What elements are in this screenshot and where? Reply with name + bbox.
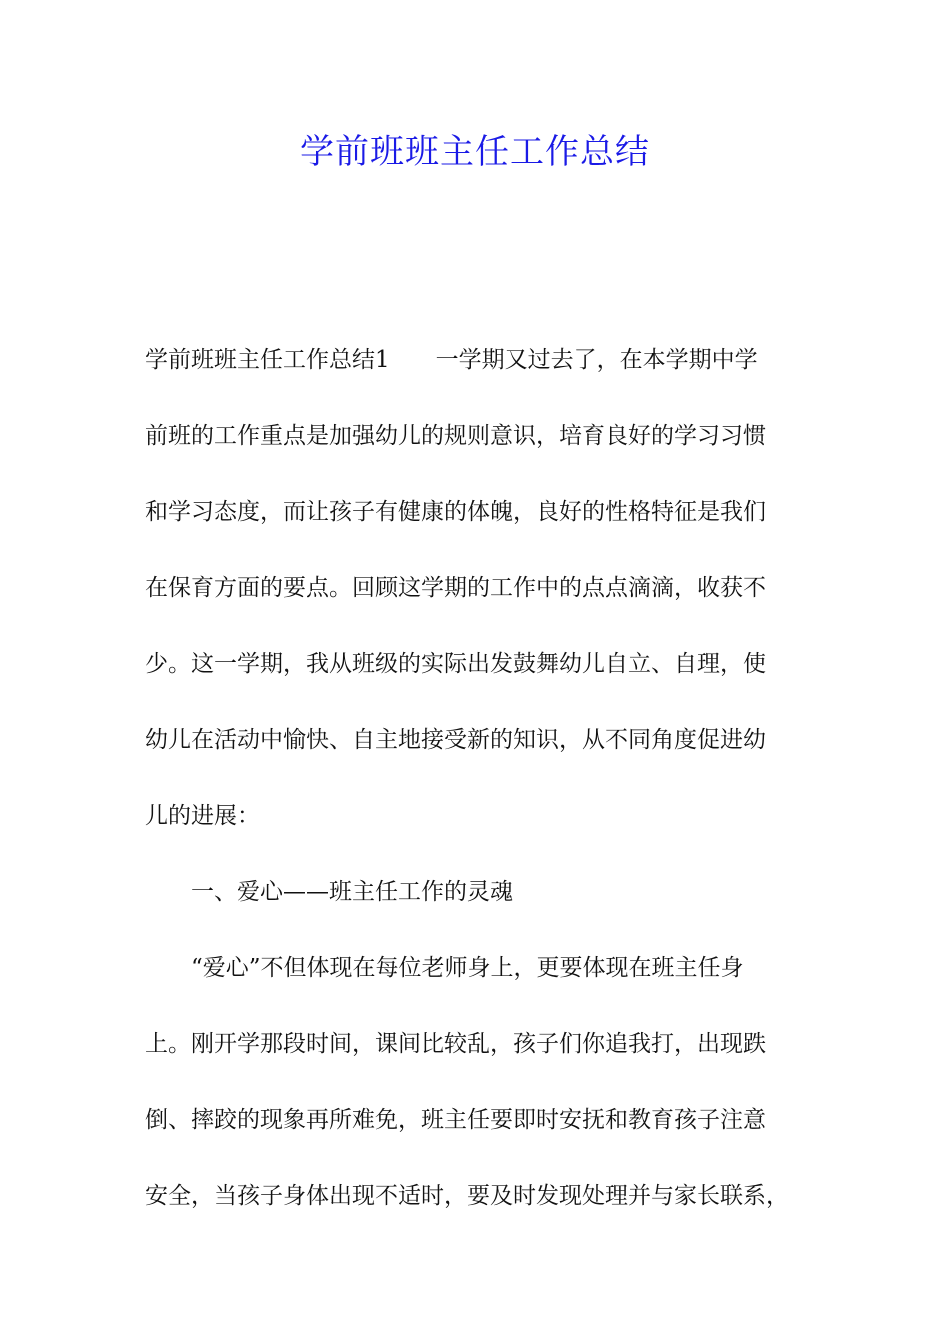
body-line-2: 前班的工作重点是加强幼儿的规则意识，培育良好的学习习惯 bbox=[145, 423, 766, 449]
body-line-1: 学前班班主任工作总结1 一学期又过去了，在本学期中学 bbox=[145, 347, 758, 373]
body-line-11: 倒、摔跤的现象再所难免，班主任要即时安抚和教育孩子注意 bbox=[145, 1107, 766, 1133]
section-heading: 一、爱心——班主任工作的灵魂 bbox=[145, 879, 513, 905]
body-line-10: 上。刚开学那段时间，课间比较乱，孩子们你追我打，出现跌 bbox=[145, 1031, 766, 1057]
body-line-6: 幼儿在活动中愉快、自主地接受新的知识，从不同角度促进幼 bbox=[145, 727, 766, 753]
body-line-4: 在保育方面的要点。回顾这学期的工作中的点点滴滴，收获不 bbox=[145, 575, 766, 601]
body-line-12: 安全，当孩子身体出现不适时，要及时发现处理并与家长联系， bbox=[145, 1183, 789, 1209]
body-line-3: 和学习态度，而让孩子有健康的体魄，良好的性格特征是我们 bbox=[145, 499, 766, 525]
body-line-7: 儿的进展： bbox=[145, 803, 260, 829]
body-line-5: 少。这一学期，我从班级的实际出发鼓舞幼儿自立、自理，使 bbox=[145, 651, 766, 677]
body-line-9: “爱心”不但体现在每位老师身上，更要体现在班主任身 bbox=[145, 955, 744, 981]
document-title: 学前班班主任工作总结 bbox=[300, 132, 650, 172]
